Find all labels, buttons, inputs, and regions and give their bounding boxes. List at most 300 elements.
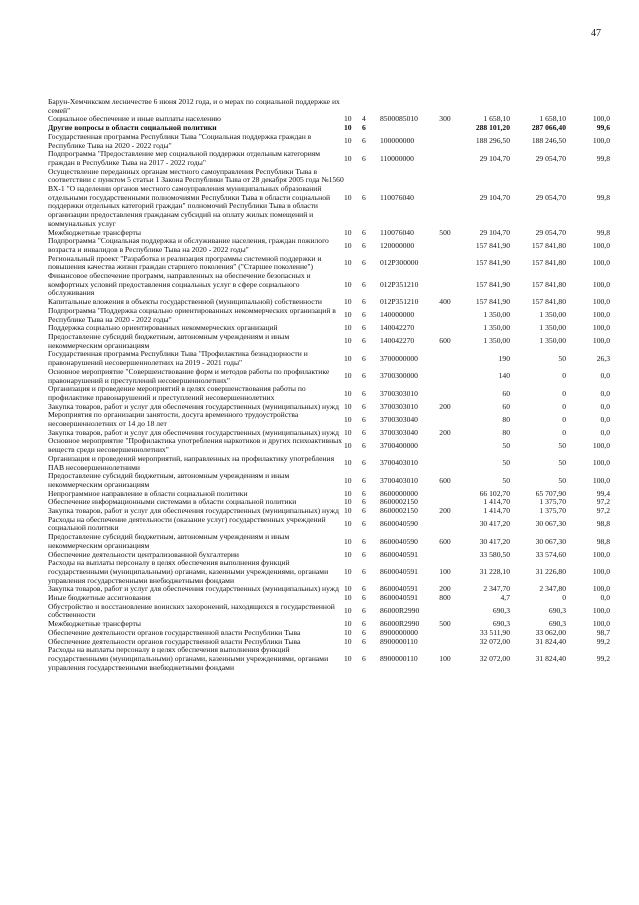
section-code-cell: 10: [344, 488, 352, 498]
expense-type-cell: 600: [439, 475, 451, 485]
percent-cell: 97,2: [596, 506, 610, 516]
section-code-cell: [344, 98, 362, 115]
expense-type-cell: [434, 638, 456, 647]
budget-table: [48, 98, 610, 672]
section-code-cell: 10: [344, 310, 352, 320]
percent-cell: 99,8: [596, 192, 610, 202]
expense-name-cell: Поддержка социально ориентированных некоммерческих организаций: [48, 323, 278, 333]
percent-cell: 0,0: [600, 388, 610, 398]
expense-type-cell: [434, 603, 456, 620]
section-code-cell: 10: [344, 440, 352, 450]
section-code-cell: 10: [344, 388, 352, 398]
section-code-cell: 10: [344, 427, 352, 437]
percent-cell: 100,0: [592, 114, 610, 124]
section-code-cell: 10: [344, 371, 352, 381]
subsection-code-cell: 6: [362, 136, 366, 146]
expense-type-cell: [434, 124, 456, 133]
target-article-cell: 3700400000: [380, 440, 418, 450]
plan-amount-cell: 1 414,70: [483, 506, 510, 516]
expense-name-cell: Закупка товаров, работ и услуг для обеспечения государственных (муниципальных) нужд: [48, 506, 339, 516]
expense-name-cell: Региональный проект "Разработка и реализация программы системной поддержки и повышения качества жизни граждан старшего поколения" ("Старшее поколение"): [48, 253, 322, 272]
target-article-cell: 140000000: [380, 310, 415, 320]
subsection-code-cell: 6: [362, 388, 366, 398]
section-code-cell: 10: [344, 114, 352, 124]
section-code-cell: 10: [344, 519, 352, 529]
target-article-cell: 3700303010: [380, 388, 418, 398]
actual-amount-cell: 1 350,00: [539, 323, 566, 333]
target-article-cell: 100000000: [380, 136, 415, 146]
section-code-cell: 10: [344, 566, 352, 576]
subsection-code-cell: 6: [362, 488, 366, 498]
table-row: [48, 368, 610, 385]
target-article-cell: 8900000000: [380, 627, 418, 637]
actual-amount-cell: 50: [558, 458, 566, 468]
plan-amount-cell: 66 102,70: [479, 488, 510, 498]
plan-amount-cell: [456, 98, 510, 115]
percent-cell: 97,2: [596, 497, 610, 507]
section-code-cell: 10: [344, 627, 352, 637]
table-row: [48, 307, 610, 324]
actual-amount-cell: 50: [558, 440, 566, 450]
section-code-cell: 10: [344, 414, 352, 424]
percent-cell: 100,0: [592, 323, 610, 333]
actual-amount-cell: 30 067,30: [535, 536, 566, 546]
plan-amount-cell: 30 417,20: [479, 519, 510, 529]
target-article-cell: 8600002150: [380, 497, 418, 507]
target-article-cell: 8600040591: [380, 566, 418, 576]
plan-amount-cell: 80: [502, 427, 510, 437]
percent-cell: 99,6: [596, 123, 610, 133]
percent-cell: 100,0: [592, 240, 610, 250]
section-code-cell: 10: [344, 506, 352, 516]
expense-type-cell: [434, 150, 456, 167]
plan-amount-cell: 33 511,90: [479, 627, 510, 637]
table-row: [48, 603, 610, 620]
subsection-code-cell: 6: [362, 497, 366, 507]
table-row: [48, 237, 610, 254]
section-code-cell: 10: [344, 336, 352, 346]
section-code-cell: 10: [344, 636, 352, 646]
section-code-cell: 10: [344, 279, 352, 289]
percent-cell: 100,0: [592, 458, 610, 468]
plan-amount-cell: 190: [498, 353, 510, 363]
percent-cell: 98,7: [596, 627, 610, 637]
expense-name-cell: Подпрограмма "Социальная поддержка и обслуживание населения, граждан пожилого возраста и инвалидов в Республике Тыва на 2020 - 2022 годы": [48, 236, 329, 254]
expense-type-cell: 300: [439, 114, 451, 124]
expense-name-cell: Обустройство и восстановление воинских захоронений, находящихся в государственной собственности: [48, 601, 335, 620]
target-article-cell: 8600040591: [380, 549, 418, 559]
subsection-code-cell: 6: [362, 458, 366, 468]
plan-amount-cell: 29 104,70: [479, 192, 510, 202]
expense-name-cell: Организация и проведений мероприятий, направленных на профилактику употребления ПАВ несовершеннолетними: [48, 453, 335, 472]
actual-amount-cell: 0: [562, 593, 566, 603]
section-code-cell: 10: [344, 536, 352, 546]
actual-amount-cell: [510, 98, 566, 115]
actual-amount-cell: 0: [562, 401, 566, 411]
subsection-code-cell: 6: [362, 627, 366, 637]
table-row: [48, 646, 610, 672]
expense-name-cell: Государственная программа Республики Тыва "Профилактика безнадзорности и правонарушений несовершеннолетних на 2019 - 2021 годы": [48, 349, 308, 368]
target-article-cell: 8600040590: [380, 536, 418, 546]
expense-type-cell: [434, 516, 456, 533]
actual-amount-cell: 65 707,90: [535, 488, 566, 498]
expense-type-cell: 400: [439, 297, 451, 307]
plan-amount-cell: 31 228,10: [479, 566, 510, 576]
target-article-cell: 140042270: [380, 323, 415, 333]
expense-name-cell: Предоставление субсидий бюджетным, автономным учреждениям и иным некоммерческим организациям: [48, 532, 290, 550]
table-row: [48, 385, 610, 402]
table-row: [48, 472, 610, 489]
expense-type-cell: [434, 437, 456, 454]
actual-amount-cell: 31 226,80: [535, 566, 566, 576]
expense-name-cell: Основное мероприятие "Профилактика употребления наркотиков и других психоактивных веществ среди несовершеннолетних": [48, 436, 343, 455]
actual-amount-cell: 1 375,70: [539, 506, 566, 516]
target-article-cell: [380, 124, 434, 133]
subsection-code-cell: 6: [362, 636, 366, 646]
percent-cell: 99,2: [596, 636, 610, 646]
expense-name-cell: Межбюджетные трансферты: [48, 619, 141, 629]
table-row: [48, 150, 610, 167]
expense-name-cell: Организация и проведение мероприятий в целях совершенствования работы по профилактике правонарушений и преступлений несовершеннолетних: [48, 384, 306, 402]
section-code-cell: 10: [344, 549, 352, 559]
expense-type-cell: [434, 368, 456, 385]
subsection-code-cell: 6: [362, 401, 366, 411]
section-code-cell: 10: [344, 654, 352, 663]
target-article-cell: 110076040: [380, 192, 414, 202]
table-row: [48, 437, 610, 454]
actual-amount-cell: 33 574,60: [535, 549, 566, 559]
subsection-code-cell: 4: [362, 114, 366, 124]
section-code-cell: 10: [344, 584, 352, 594]
subsection-code-cell: 6: [362, 336, 366, 346]
expense-type-cell: [434, 490, 456, 499]
expense-type-cell: 100: [439, 566, 451, 576]
plan-amount-cell: 140: [498, 371, 510, 381]
table-row: [48, 559, 610, 585]
expense-type-cell: [434, 272, 456, 298]
subsection-code-cell: 6: [362, 240, 366, 250]
plan-amount-cell: 4,7: [500, 593, 510, 603]
percent-cell: 100,0: [592, 279, 610, 289]
plan-amount-cell: 29 104,70: [479, 153, 510, 163]
percent-cell: 100,0: [592, 549, 610, 559]
actual-amount-cell: 157 841,80: [531, 297, 566, 307]
actual-amount-cell: 0: [562, 414, 566, 424]
target-article-cell: 8600040591: [380, 584, 418, 594]
page-number: 47: [591, 28, 601, 39]
table-row: [48, 455, 610, 472]
target-article-cell: 8900000110: [380, 636, 418, 646]
section-code-cell: 10: [344, 192, 352, 202]
actual-amount-cell: 30 067,30: [535, 519, 566, 529]
section-code-cell: 10: [344, 593, 352, 603]
expense-type-cell: 200: [439, 506, 451, 516]
plan-amount-cell: 690,3: [492, 606, 510, 616]
plan-amount-cell: 1 350,00: [483, 310, 510, 320]
subsection-code-cell: 6: [362, 414, 366, 424]
target-article-cell: 3700303040: [380, 427, 418, 437]
expense-type-cell: 500: [439, 227, 451, 237]
expense-name-cell: Подпрограмма "Предоставление мер социальной поддержки отдельным категориям граждан в Республике Тыва на 2017 - 2022 годы": [48, 149, 321, 167]
expense-type-cell: [434, 168, 456, 229]
actual-amount-cell: 188 246,50: [531, 136, 566, 146]
expense-type-cell: 100: [439, 654, 451, 663]
actual-amount-cell: 157 841,80: [531, 240, 566, 250]
table-row: [48, 272, 610, 298]
actual-amount-cell: 690,3: [548, 606, 566, 616]
subsection-code-cell: 6: [362, 536, 366, 546]
expense-name-cell: Обеспечение информационными системами в области социальной политики: [48, 497, 297, 507]
target-article-cell: 3700300000: [380, 371, 418, 381]
expense-name-cell: Социальное обеспечение и иные выплаты населению: [48, 114, 221, 124]
subsection-code-cell: 6: [362, 475, 366, 485]
expense-type-cell: [434, 237, 456, 254]
section-code-cell: 10: [344, 240, 352, 250]
subsection-code-cell: 6: [362, 153, 366, 163]
section-code-cell: 10: [344, 258, 352, 267]
expense-name-cell: Межбюджетные трансферты: [48, 227, 141, 237]
subsection-code-cell: 6: [362, 619, 366, 629]
subsection-code-cell: 6: [362, 506, 366, 516]
budget-table-body: [48, 98, 610, 672]
percent-cell: 99,4: [596, 488, 610, 498]
plan-amount-cell: 32 072,00: [479, 654, 510, 663]
expense-name-cell: Финансовое обеспечение программ, направленных на обеспечение безопасных и комфортных условий предоставления социальных услуг в сфере социального обслуживания: [48, 271, 311, 298]
section-code-cell: 10: [344, 497, 352, 507]
expense-name-cell: Закупка товаров, работ и услуг для обеспечения государственных (муниципальных) нужд: [48, 427, 339, 437]
plan-amount-cell: 33 580,50: [479, 549, 510, 559]
section-code-cell: 10: [344, 475, 352, 485]
target-article-cell: 012P351210: [380, 297, 419, 307]
expense-type-cell: 500: [439, 619, 451, 629]
subsection-code-cell: 6: [362, 593, 366, 603]
percent-cell: 100,0: [592, 566, 610, 576]
target-article-cell: 8600040590: [380, 519, 418, 529]
plan-amount-cell: 50: [502, 440, 510, 450]
subsection-code-cell: 6: [362, 519, 366, 529]
section-code-cell: 10: [344, 401, 352, 411]
section-code-cell: 10: [344, 323, 352, 333]
expense-name-cell: Расходы на выплаты персоналу в целях обеспечения выполнения функций государственными (муниципальными) органами, казенными учреждениями, органами управления государственными внебюджетными фондами: [48, 645, 329, 672]
expense-name-cell: Закупка товаров, работ и услуг для обеспечения государственных (муниципальных) нужд: [48, 401, 339, 411]
actual-amount-cell: 157 841,80: [531, 279, 566, 289]
expense-name-cell: Непрограммное направление в области социальной политики: [48, 488, 248, 498]
target-article-cell: 120000000: [380, 240, 415, 250]
target-article-cell: 8500085010: [380, 114, 418, 124]
expense-type-cell: 600: [439, 336, 451, 346]
actual-amount-cell: 2 347,80: [539, 584, 566, 594]
plan-amount-cell: 2 347,70: [483, 584, 510, 594]
expense-name-cell: Мероприятия по организации занятости, досуга временного трудоустройства несовершеннолетних от 14 до 18 лет: [48, 410, 299, 429]
subsection-code-cell: [362, 98, 380, 115]
actual-amount-cell: 0: [562, 371, 566, 381]
table-row: [48, 411, 610, 428]
expense-name-cell: Барун-Хемчикском лесничестве 6 июня 2012 года, и о мерах по социальной поддержке их семей": [48, 97, 340, 115]
section-code-cell: 10: [344, 297, 352, 307]
table-row: [48, 255, 610, 272]
percent-cell: 98,8: [596, 519, 610, 529]
plan-amount-cell: 1 414,70: [483, 497, 510, 507]
section-code-cell: 10: [344, 153, 352, 163]
subsection-code-cell: 6: [362, 192, 366, 202]
plan-amount-cell: 29 104,70: [479, 227, 510, 237]
percent-cell: 99,8: [596, 153, 610, 163]
subsection-code-cell: 6: [362, 654, 366, 663]
actual-amount-cell: 1 375,70: [539, 497, 566, 507]
plan-amount-cell: 157 841,90: [475, 240, 510, 250]
actual-amount-cell: 1 350,00: [539, 336, 566, 346]
expense-type-cell: 600: [439, 536, 451, 546]
plan-amount-cell: 60: [502, 401, 510, 411]
target-article-cell: 3700303040: [380, 414, 418, 424]
actual-amount-cell: 0: [562, 427, 566, 437]
target-article-cell: 8600000000: [380, 488, 418, 498]
expense-type-cell: [434, 133, 456, 150]
table-row: [48, 350, 610, 367]
table-row: [48, 133, 610, 150]
actual-amount-cell: 29 054,70: [535, 153, 566, 163]
percent-cell: 98,8: [596, 536, 610, 546]
percent-cell: 0,0: [600, 371, 610, 381]
actual-amount-cell: 157 841,80: [531, 258, 566, 267]
expense-name-cell: Обеспечение деятельности органов государственной власти Республики Тыва: [48, 636, 301, 646]
actual-amount-cell: 50: [558, 475, 566, 485]
subsection-code-cell: 6: [362, 279, 366, 289]
expense-name-cell: Подпрограмма "Поддержка социально ориентированных некоммерческих организаций в Республике Тыва на 2020 - 2022 годы": [48, 305, 336, 324]
plan-amount-cell: 157 841,90: [475, 279, 510, 289]
actual-amount-cell: 0: [562, 388, 566, 398]
plan-amount-cell: 60: [502, 388, 510, 398]
actual-amount-cell: 1 658,10: [539, 114, 566, 124]
subsection-code-cell: 6: [362, 371, 366, 381]
actual-amount-cell: 33 062,00: [535, 627, 566, 637]
expense-type-cell: [434, 385, 456, 402]
expense-type-cell: [434, 98, 456, 115]
target-article-cell: 012P351210: [380, 279, 419, 289]
target-article-cell: 3700403010: [380, 458, 418, 468]
target-article-cell: [380, 98, 434, 115]
percent-cell: 99,8: [596, 227, 610, 237]
section-code-cell: 10: [344, 123, 352, 133]
plan-amount-cell: 1 350,00: [483, 336, 510, 346]
table-row: [48, 168, 610, 229]
subsection-code-cell: 6: [362, 584, 366, 594]
target-article-cell: 140042270: [380, 336, 415, 346]
percent-cell: 100,0: [592, 136, 610, 146]
target-article-cell: 8600040591: [380, 593, 418, 603]
percent-cell: 0,0: [600, 427, 610, 437]
expense-name-cell: Закупка товаров, работ и услуг для обеспечения государственных (муниципальных) нужд: [48, 584, 339, 594]
actual-amount-cell: 31 824,40: [535, 636, 566, 646]
actual-amount-cell: 29 054,70: [535, 192, 566, 202]
expense-name-cell: Основное мероприятие "Совершенствование форм и методов работы по профилактике правонарушений и преступлений несовершеннолетних": [48, 366, 330, 385]
percent-cell: 0,0: [600, 593, 610, 603]
table-row: [48, 533, 610, 550]
percent-cell: [566, 98, 610, 115]
expense-type-cell: [434, 255, 456, 272]
plan-amount-cell: 1 658,10: [483, 114, 510, 124]
table-row: [48, 516, 610, 533]
section-code-cell: 10: [344, 619, 352, 629]
expense-name-cell: Расходы на обеспечение деятельности (оказание услуг) государственных учреждений социальной политики: [48, 514, 326, 533]
actual-amount-cell: 29 054,70: [535, 227, 566, 237]
section-code-cell: 10: [344, 606, 352, 616]
target-article-cell: 8600002150: [380, 506, 418, 516]
actual-amount-cell: 690,3: [548, 619, 566, 629]
expense-type-cell: [434, 629, 456, 638]
section-code-cell: 10: [344, 227, 352, 237]
target-article-cell: 012P300000: [380, 258, 419, 267]
percent-cell: 100,0: [592, 297, 610, 307]
plan-amount-cell: 157 841,90: [475, 297, 510, 307]
subsection-code-cell: 6: [362, 427, 366, 437]
subsection-code-cell: 6: [362, 353, 366, 363]
plan-amount-cell: 157 841,90: [475, 258, 510, 267]
percent-cell: 0,0: [600, 414, 610, 424]
actual-amount-cell: 287 066,40: [531, 123, 566, 133]
section-code-cell: 10: [344, 353, 352, 363]
target-article-cell: 3700303010: [380, 401, 418, 411]
subsection-code-cell: 6: [362, 323, 366, 333]
expense-name-cell: Иные бюджетные ассигнования: [48, 593, 151, 603]
subsection-code-cell: 6: [362, 227, 366, 237]
expense-name-cell: Государственная программа Республики Тыва "Социальная поддержка граждан в Республике Тыва на 2020 - 2022 годы": [48, 131, 312, 150]
plan-amount-cell: 32 072,00: [479, 636, 510, 646]
target-article-cell: 86000R2990: [380, 619, 420, 629]
target-article-cell: 8900000110: [380, 654, 418, 663]
table-row: [48, 333, 610, 350]
expense-type-cell: [434, 411, 456, 428]
percent-cell: 100,0: [592, 475, 610, 485]
target-article-cell: 3700000000: [380, 353, 418, 363]
expense-type-cell: [434, 455, 456, 472]
subsection-code-cell: 6: [362, 549, 366, 559]
expense-name-cell: Осуществление переданных органам местного самоуправления Республики Тыва в соответствии с пунктом 5 статьи 1 Закона Республики Тыва от 28 декабря 2005 года №1560 ВХ-1 "О наделении органов местного самоуправления муниципальных образований отдельными государственными полномочиями Республики Тыва в области социальной поддержки отдельных категорий граждан" полномочий Республики Тыва в области организации предоставления гражданам субсидий на оплату жилых помещений и коммунальных услуг: [48, 166, 344, 228]
percent-cell: 100,0: [592, 584, 610, 594]
plan-amount-cell: 188 296,50: [475, 136, 510, 146]
section-code-cell: 10: [344, 458, 352, 468]
section-code-cell: 10: [344, 136, 352, 146]
expense-type-cell: [434, 350, 456, 367]
expense-name-cell: Предоставление субсидий бюджетным, автономным учреждениям и иным некоммерческим организациям: [48, 471, 290, 489]
percent-cell: 26,3: [596, 353, 610, 363]
expense-name-cell: Другие вопросы в области социальной политики: [48, 123, 217, 133]
plan-amount-cell: 288 101,20: [475, 123, 510, 133]
percent-cell: 99,2: [596, 654, 610, 663]
expense-type-cell: 200: [439, 427, 451, 437]
expense-name-cell: Обеспечение деятельности централизованной бухгалтерии: [48, 549, 239, 559]
plan-amount-cell: 1 350,00: [483, 323, 510, 333]
percent-cell: 100,0: [592, 336, 610, 346]
percent-cell: 0,0: [600, 401, 610, 411]
plan-amount-cell: 50: [502, 458, 510, 468]
subsection-code-cell: 6: [362, 123, 366, 133]
percent-cell: 100,0: [592, 440, 610, 450]
target-article-cell: 86000R2990: [380, 606, 420, 616]
expense-type-cell: [434, 551, 456, 560]
expense-type-cell: 800: [439, 593, 451, 603]
expense-type-cell: 200: [439, 584, 451, 594]
plan-amount-cell: 50: [502, 475, 510, 485]
subsection-code-cell: 6: [362, 310, 366, 320]
subsection-code-cell: 6: [362, 297, 366, 307]
target-article-cell: 3700403010: [380, 475, 418, 485]
target-article-cell: 110000000: [380, 153, 414, 163]
subsection-code-cell: 6: [362, 606, 366, 616]
expense-type-cell: [434, 324, 456, 333]
actual-amount-cell: 1 350,00: [539, 310, 566, 320]
target-article-cell: 110076040: [380, 227, 414, 237]
